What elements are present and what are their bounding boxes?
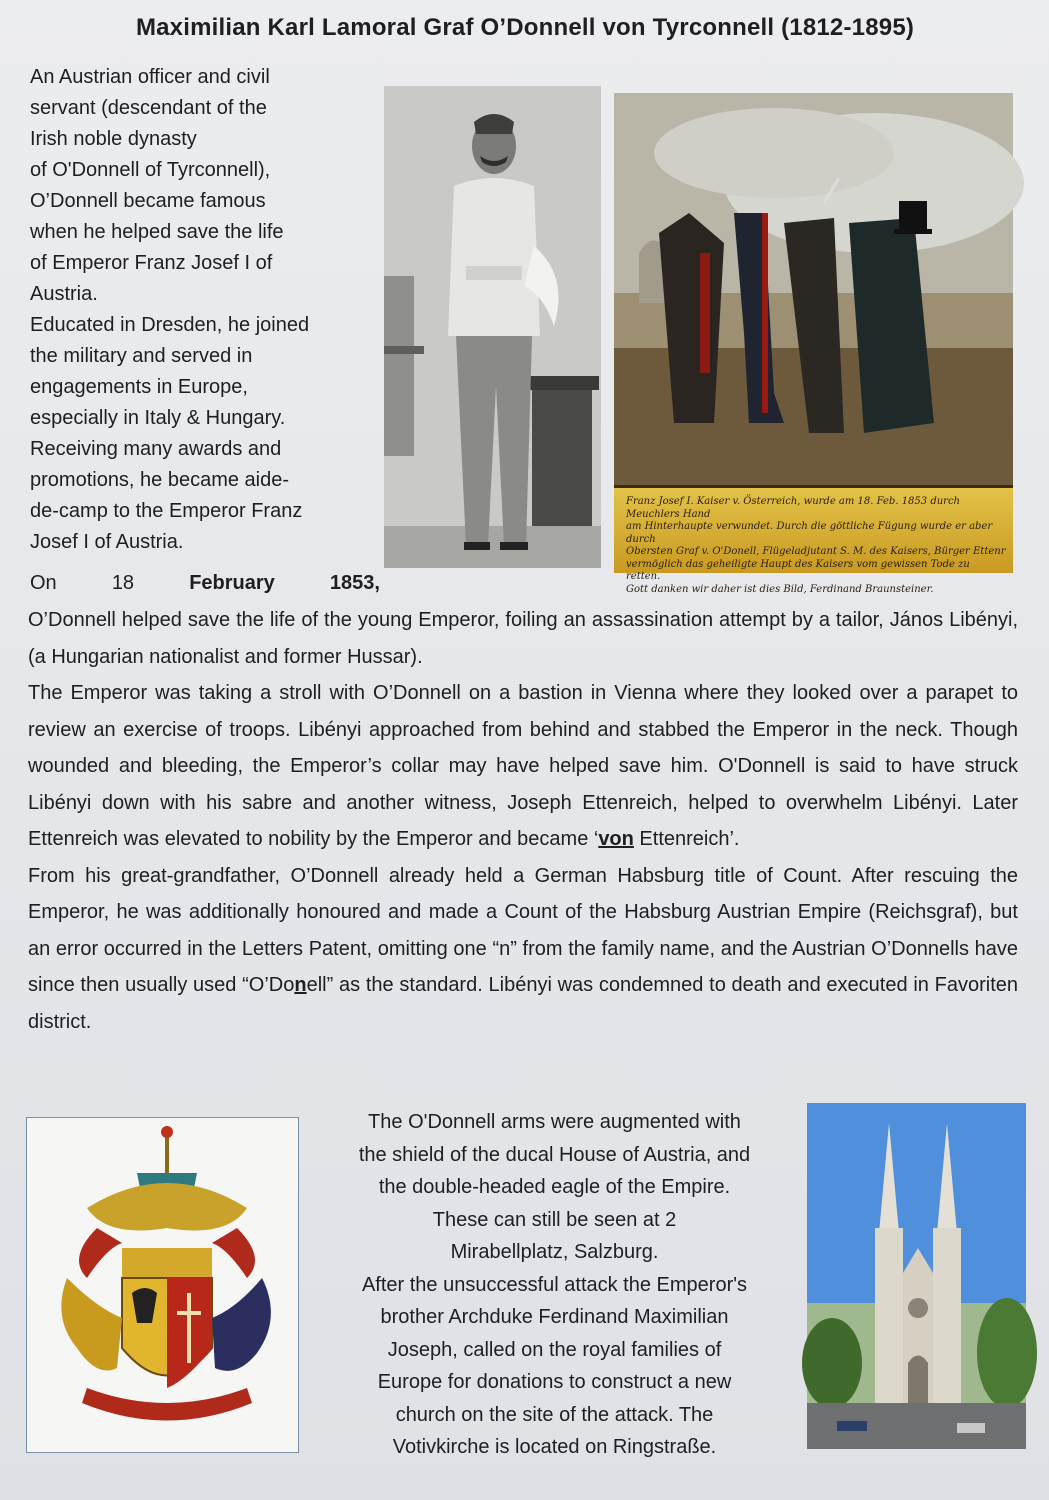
- painting-caption-text: Franz Josef I. Kaiser v. Österreich, wurde am 18. Feb. 1853 durch Meuchlers Hand am Hinterhaupte verwundet. Durch die göttliche Fügung wurde er aber durch Obersten Graf v. O'Donell, Flügeladjutant S. M. des Kaisers, Bürger Ettenr vermöglich das geheiligte Haupt des Kaisers vom gewissen Tode zu retten. Gott danken wir daher ist dies Bild, Ferdinand Braunsteiner.: [626, 496, 1006, 595]
- n-underlined: n: [294, 974, 307, 996]
- date-year: 1853,: [329, 572, 380, 594]
- intro-paragraph-1: An Austrian officer and civil servant (descendant of the Irish noble dynasty of O'Donnell of Tyrconnell), O’Donnell became famous when he helped save the life of Emperor Franz Josef I of Austria.: [30, 66, 284, 305]
- date-line: [30, 568, 380, 599]
- coat-of-arms-image: [26, 1117, 299, 1453]
- painting-illustration: [614, 93, 1013, 485]
- page-title: Maximilian Karl Lamoral Graf O’Donnell von Tyrconnell (1812-1895): [135, 14, 915, 41]
- coat-of-arms-illustration: [27, 1118, 298, 1452]
- lower-line: Votivkirche is located on Ringstraße.: [392, 1436, 717, 1458]
- lower-line: Mirabellplatz, Salzburg.: [450, 1241, 659, 1263]
- main-body-text: [28, 602, 1018, 1040]
- painting-caption: [614, 485, 1013, 595]
- date-month: February: [189, 572, 275, 594]
- lower-line: These can still be seen at 2: [432, 1208, 677, 1231]
- assassination-painting: [614, 93, 1013, 595]
- lower-line: Joseph, called on the royal families of: [387, 1338, 722, 1361]
- date-on: On: [30, 572, 57, 594]
- intro-text: [30, 62, 375, 558]
- portrait-photo: [384, 86, 601, 568]
- body-paragraph-2: The Emperor was taking a stroll with O’Donnell on a bastion in Vienna where they looked over a parapet to review an exercise of troops. Libényi approached from behind and stabbed the Emperor in the neck. Though wounded and bleeding, the Emperor’s collar may have helped save him. O'Donnell is said to have struck Libényi down with his sabre and another witness, Joseph Ettenreich, helped to overwhelm Libényi. Later Ettenreich was elevated to nobility by the Emperor and became ‘von Ettenreich’.: [28, 682, 1018, 850]
- body-paragraph-1: O’Donnell helped save the life of the young Emperor, foiling an assassination attempt by a tailor, János Libényi, (a Hungarian nationalist and former Hussar).: [28, 609, 1018, 668]
- von-underlined: von: [598, 828, 634, 850]
- lower-line: church on the site of the attack. The: [395, 1403, 714, 1426]
- lower-line: The O'Donnell arms were augmented with: [368, 1111, 741, 1133]
- lower-line: After the unsuccessful attack the Emperor's: [361, 1273, 748, 1296]
- portrait-illustration: [384, 86, 601, 568]
- lower-line: brother Archduke Ferdinand Maximilian: [380, 1306, 729, 1328]
- votivkirche-photo: [807, 1103, 1026, 1449]
- arms-and-church-text: [312, 1106, 797, 1464]
- date-day: 18: [111, 572, 135, 594]
- lower-line: Europe for donations to construct a new: [377, 1371, 732, 1393]
- church-illustration: [807, 1103, 1026, 1449]
- body-paragraph-3: From his great-grandfather, O’Donnell already held a German Habsburg title of Count. After rescuing the Emperor, he was additionally honoured and made a Count of the Habsburg Austrian Empire (Reichsgraf), but an error occurred in the Letters Patent, omitting one “n” from the family name, and the Austrian O’Donnells have since then usually used “O’Donell” as the standard. Libényi was condemned to death and executed in Favoriten district.: [28, 864, 1018, 1033]
- intro-paragraph-2: Educated in Dresden, he joined the military and served in engagements in Europe, especially in Italy & Hungary. Receiving many awards and promotions, he became aide- de-camp to the Emperor Franz Josef I of Austria.: [30, 314, 310, 553]
- lower-line: the shield of the ducal House of Austria, and: [358, 1143, 751, 1166]
- lower-line: the double-headed eagle of the Empire.: [378, 1176, 731, 1198]
